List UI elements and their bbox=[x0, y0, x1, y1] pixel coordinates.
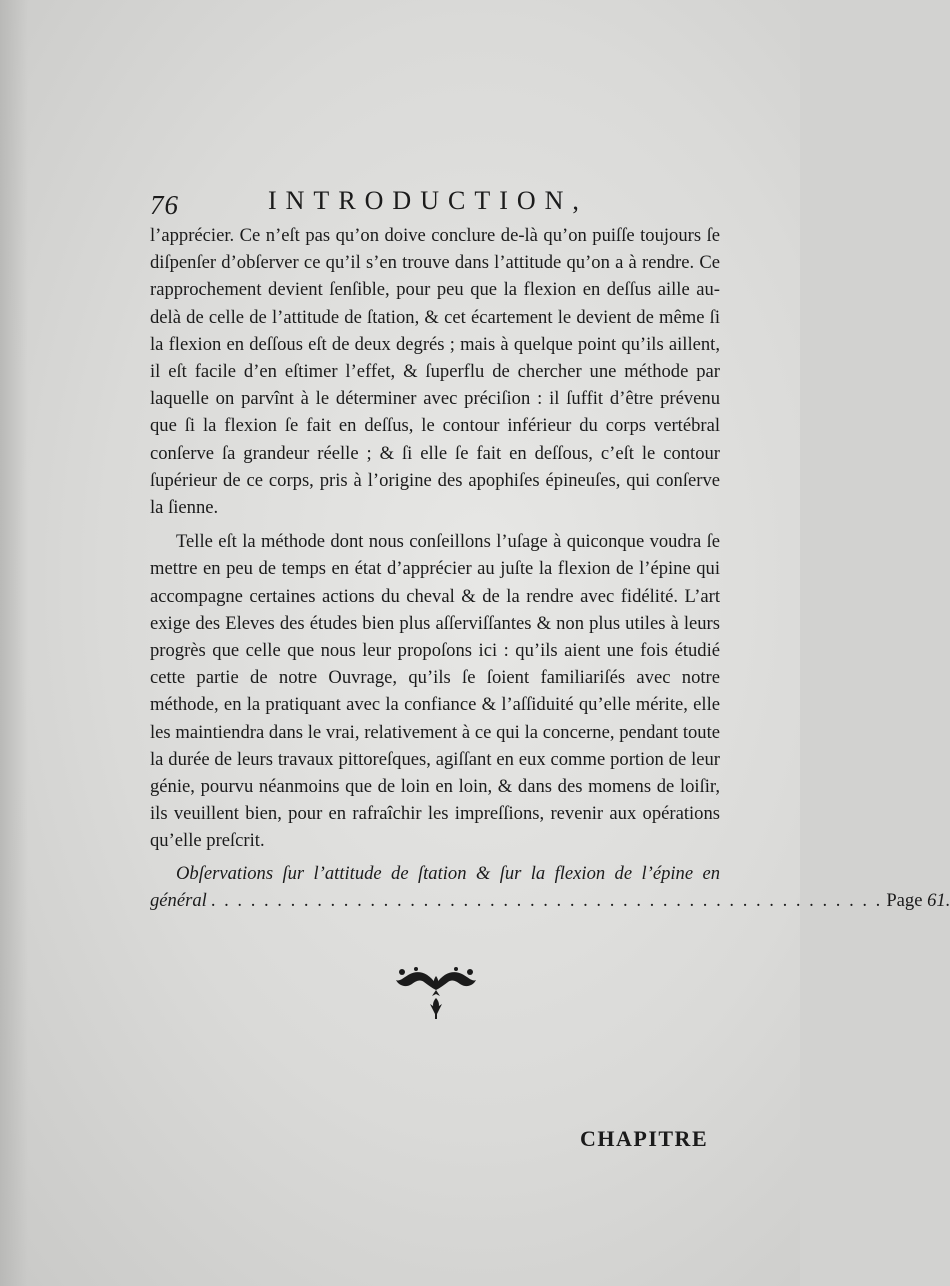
page-header bbox=[150, 186, 720, 226]
body-text bbox=[150, 222, 720, 855]
running-title: INTRODUCTION, bbox=[268, 186, 588, 215]
contents-entry-title: Obſervations ſur l’attitude de ſtation & ſur la flexion de l’épine en bbox=[176, 863, 720, 884]
page-reference bbox=[886, 887, 950, 914]
contents-entry bbox=[150, 860, 950, 914]
contents-entry-title-end: général bbox=[150, 890, 207, 912]
catchword: CHAPITRE bbox=[580, 1126, 709, 1151]
fleuron-ornament-icon bbox=[392, 964, 480, 1022]
paragraph-2: Telle eſt la méthode dont nous conſeillons l’uſage à quiconque voudra ſe mettre en peu de temps en état d’apprécier au juſte la flexion de l’épine qui accompagne certaines actions du cheval & de la rendre avec fidélité. L’art exige des Eleves des études bien plus aſſerviſſantes & non plus utiles à leurs progrès que celle que nous leur propoſons ici : qu’ils aient une fois étudié cette partie de notre Ouvrage, qu’ils ſe ſoient familiariſés avec notre méthode, en la pratiquant avec la confiance & l’aſſiduité qu’elle mérite, elle les maintiendra dans le vrai, relativement à ce qui la concerne, pendant toute la durée de leurs travaux pittoreſques, agiſſant en eux comme portion de leur génie, pourvu néanmoins que de loin en loin, & dans des momens de loiſir, ils veuillent bien, pour en rafraîchir les impreſſions, revenir aux opérations qu’elle preſcrit. bbox=[150, 531, 720, 852]
page-reference-number: 61. bbox=[927, 890, 950, 912]
page-number: 76 bbox=[150, 190, 179, 220]
gutter-shadow bbox=[0, 0, 28, 1286]
paragraph-1: l’apprécier. Ce n’eſt pas qu’on doive conclure de-là qu’on puiſſe toujours ſe diſpenſer d’obſerver ce qu’il s’en trouve dans l’attitude qu’on a à rendre. Ce rapprochement devient ſenſible, pour peu que la flexion en deſſus aille au-delà de celle de l’attitude de ſtation, & cet écartement le devient de même ſi la flexion en deſſous eſt de deux degrés ; mais à quelque point qu’ils aillent, il eſt facile d’en eſtimer l’effet, & ſuperflu de chercher une méthode par laquelle on parvînt à le déterminer avec préciſion : il ſuffit d’être prévenu que ſi la flexion ſe fait en deſſus, le contour inférieur du corps vertébral conſerve ſa grandeur réelle ; & ſi elle ſe fait en deſſous, c’eſt le contour ſupérieur de ce corps, pris à l’origine des apophiſes épineuſes, qui conſerve la ſienne. bbox=[150, 225, 720, 519]
page-reference-label: Page bbox=[886, 890, 923, 912]
contents-entry-line bbox=[150, 887, 950, 914]
dot-leader: . . . . . . . . . . . . . . . . . . . . . . . . . . . . . . . . . . . . . . . . . . . . . . . . . . . bbox=[210, 890, 883, 912]
